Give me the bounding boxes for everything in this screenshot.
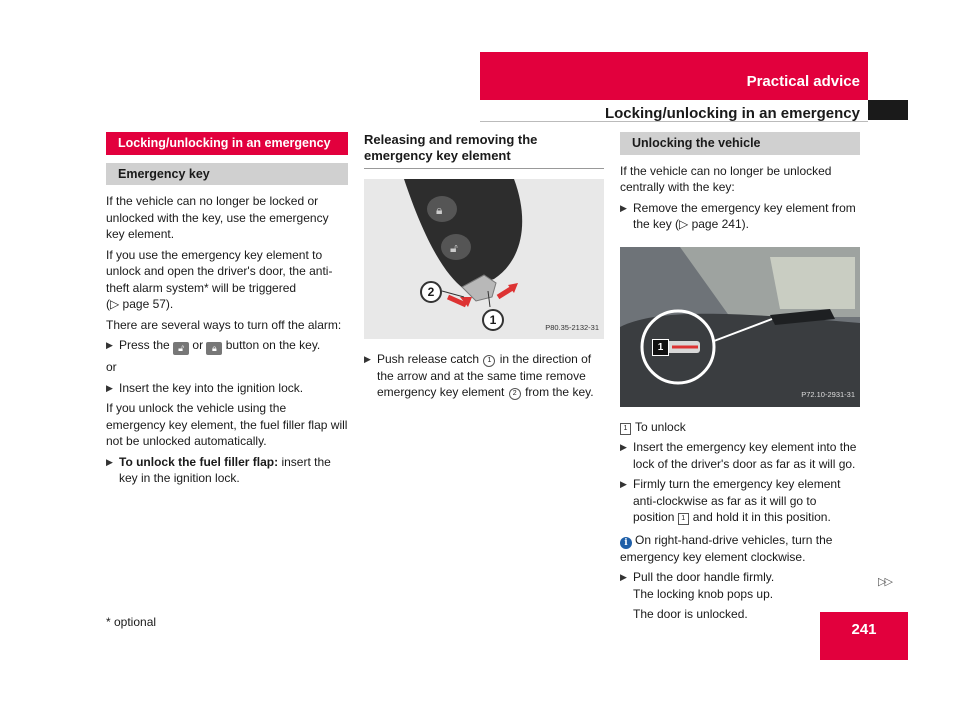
number-1-icon: 1	[678, 513, 689, 525]
number-1-icon: 1	[483, 355, 495, 367]
section-heading: Releasing and removing the emergency key element	[364, 132, 604, 169]
step-item: ▶ Firmly turn the emergency key element anti-clockwise as far as it will go to position 1 and hold it in this position.	[620, 477, 841, 524]
or-text: or	[106, 360, 117, 374]
page-reference[interactable]: (▷ page 57).	[106, 297, 174, 311]
step-arrow-icon: ▶	[620, 572, 627, 582]
paragraph: If the vehicle can no longer be unlocked centrally with the key:	[620, 163, 832, 194]
header-tab-marker	[868, 100, 908, 120]
step-arrow-icon: ▶	[106, 340, 113, 350]
column-3	[620, 132, 860, 627]
column-1	[106, 132, 348, 491]
step-arrow-icon: ▶	[364, 354, 371, 364]
info-note: i On right-hand-drive vehicles, turn the emergency key element clockwise.	[620, 532, 833, 564]
svg-text:🔓︎: 🔓︎	[450, 241, 458, 255]
info-icon: i	[620, 537, 632, 549]
step-item: ▶ Insert the key into the ignition lock.	[106, 380, 304, 395]
callout-1: 1	[652, 339, 669, 356]
step-item: ▶ Remove the emergency key element from the key (▷ page 241).	[620, 200, 856, 231]
step-arrow-icon: ▶	[620, 479, 627, 489]
step-arrow-icon: ▶	[620, 442, 627, 452]
figure-code: P80.35-2132-31	[545, 322, 599, 332]
lock-button-icon: 🔒︎	[206, 342, 222, 355]
paragraph: If the vehicle can no longer be locked or unlocked with the key, use the emergency key element.	[106, 194, 329, 241]
step-arrow-icon: ▶	[620, 202, 627, 213]
key-figure	[364, 179, 604, 339]
svg-text:🔒︎: 🔒︎	[436, 203, 443, 217]
step-item: ▶ Pull the door handle firmly. The locking knob pops up.	[620, 570, 775, 601]
number-2-icon: 2	[509, 388, 521, 400]
door-figure	[620, 247, 860, 407]
paragraph: There are several ways to turn off the alarm:	[106, 317, 342, 332]
sub-heading: Emergency key	[106, 163, 348, 186]
main-heading: Locking/unlocking in an emergency	[106, 132, 348, 155]
callout-1: 1	[482, 309, 504, 331]
header-section-title: Practical advice	[746, 73, 860, 90]
footnote: * optional	[106, 615, 157, 629]
figure-caption: 1 To unlock	[620, 419, 860, 436]
unlock-button-icon: 🔓︎	[173, 342, 189, 355]
header-subsection-title: Locking/unlocking in an emergency	[604, 105, 860, 122]
step-item: ▶ To unlock the fuel filler flap: insert the key in the ignition lock.	[106, 454, 331, 485]
step-arrow-icon: ▶	[106, 456, 113, 467]
header-divider	[480, 121, 868, 122]
door-illustration	[620, 247, 860, 407]
page-number: 241	[851, 621, 877, 638]
step-item: ▶ Push release catch 1 in the direction of the arrow and at the same time remove emergency key element 2 from the key.	[364, 352, 594, 399]
column-2	[364, 132, 604, 405]
callout-2: 2	[420, 281, 442, 303]
number-1-icon: 1	[620, 423, 631, 435]
paragraph: If you use the emergency key element to unlock and open the driver's door, the anti-theft alarm system* will be triggered (▷ page 57).	[106, 247, 333, 311]
paragraph: If you unlock the vehicle using the emergency key element, the fuel filler flap will not be unlocked automatically.	[106, 401, 348, 448]
continue-icon: ▷▷	[878, 576, 891, 588]
figure-code: P72.10-2931-31	[801, 390, 855, 399]
step-item: ▶ Press the 🔓︎ or 🔒︎ button on the key.	[106, 338, 321, 353]
step-item: ▶ Insert the emergency key element into the lock of the driver's door as far as it will go.	[620, 440, 857, 471]
section-heading: Unlocking the vehicle	[620, 132, 860, 155]
result-text: The door is unlocked.	[633, 607, 748, 621]
step-arrow-icon: ▶	[106, 382, 113, 393]
